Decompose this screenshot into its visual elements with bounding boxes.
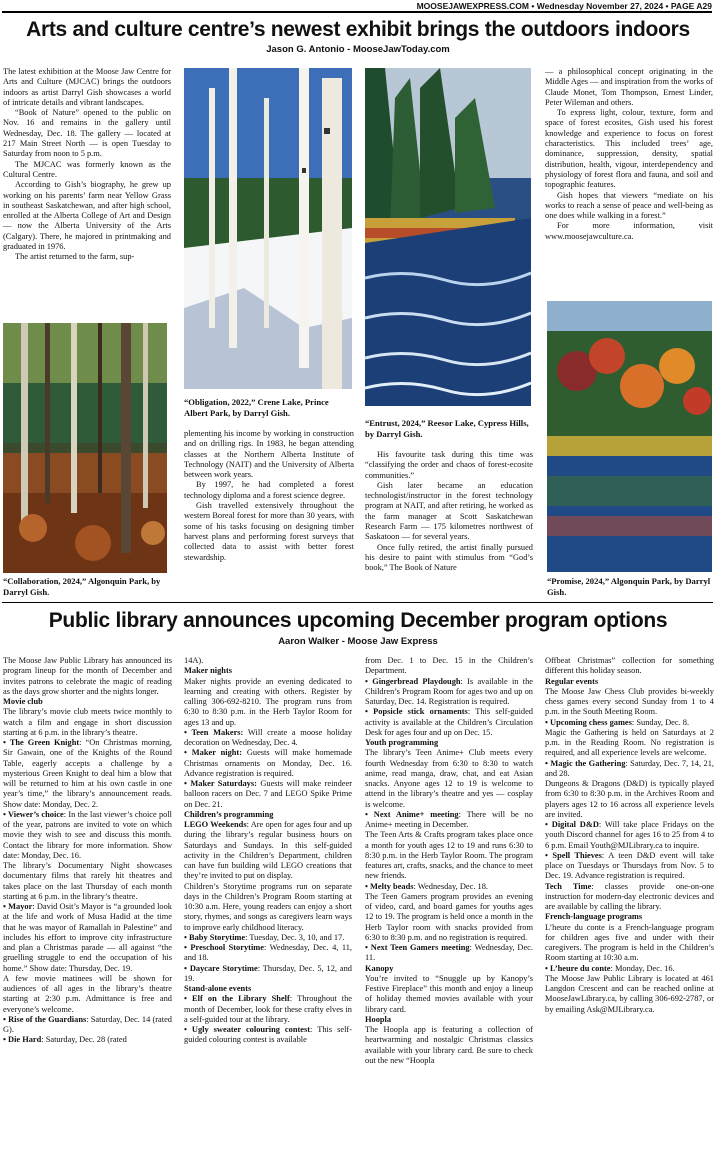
article2-item-text: : A teen D&D event will take place on Tuesdays or Thursdays from Nov. 5 to Dec. 19. Advance registration is required. [545,850,715,881]
article2-col2-para [184,748,352,779]
article2-col3-para [365,810,533,831]
article2-col2-para [184,943,352,964]
article2-col3-para [365,974,533,1015]
article2-col2-para [184,994,352,1025]
article2-col4-para [545,851,714,882]
page-header: MOOSEJAWEXPRESS.COM • Wednesday November 27, 2024 • PAGE A29 [416,1,712,11]
article2-col2-para [184,820,352,882]
article2-col3-para [365,892,533,943]
article2-col2-para [184,677,352,728]
article2-item-label: • Preschool Storytime [184,943,264,952]
article2-byline: Aaron Walker - Moose Jaw Express [278,636,438,647]
article2-item-text: : David Osit’s Mayor is “a grounded look at the life and work of Musa Hadid at the time that he was mayor of Ramallah in Palestine” and includes his effort to improve city infrastructure and plan a Christmas parade — all against “the gruelling struggle to end the occupation of his home.” Show date: Thursday, Dec. 19. [3,902,172,973]
article2-col4 [545,656,714,1015]
article2-col1-para [3,656,172,697]
article-divider [2,602,713,603]
article2-item-text: A few movie matinees will be shown for audiences of all ages in the library’s theatre starting at 2:30 p.m. Admittance is free and everyone’s welcome. [3,973,172,1014]
article2-col2-para [184,779,352,810]
article2-item-text: : Wednesday, Dec. 4, 11, and 18. [184,943,352,963]
article2-col2-para [184,933,352,943]
collaboration-caption: “Collaboration, 2024,” Algonquin Park, by Darryl Gish. [3,576,161,597]
article2-col4-para [545,974,714,1015]
article2-item-text: from Dec. 1 to Dec. 15 in the Children’s Department. [365,656,533,676]
article2-col4-para [545,656,714,677]
article2-item-text: : This self-guided activity is available at the Children’s Circulation Desk for ages four and up on Dec. 15. [365,707,533,737]
article2-item-label: • Next Anime+ meeting [365,809,459,819]
article2-item-text: Will create a moose holiday decoration on Wednesday, Dec. 4. [184,727,353,747]
article2-item-label: • Die Hard [3,1035,42,1045]
article2-item-text: : There will be no Anime+ meeting in December. [365,809,533,829]
article2-item-label: • Popsicle stick ornaments [365,707,468,717]
article2-item-text: : In the last viewer’s choice poll of the year, patrons are invited to vote on which movie they wish to see and discuss this month. Contact the library for more information. Show date: Monday, Dec. 16. [3,809,172,860]
article2-item-text: : This self-guided colouring contest is available [184,1025,352,1045]
header-rule [2,11,712,13]
article2-item-label: • Elf on the Library Shelf [184,994,290,1004]
article2-item-text: : Monday, Dec. 16. [610,963,675,973]
article2-col3-para [365,1025,533,1066]
article2-item-text: You’re invited to “Snuggle up by Kanopy’s Festive Fireplace” this month and enjoy a lineup of holiday themed movies available with your library card. [365,973,533,1014]
article2-col3-para [365,882,533,892]
article2-col4-para: French-language programs [545,912,643,922]
article2-item-text: The library’s movie club meets twice monthly to watch a film and engage in short discussion starting at 6 p.m. in the library’s theatre. [3,707,172,737]
article2-col4-para [545,687,714,718]
article2-item-text: : “On Christmas morning, Sir Gawain, one of the Knights of the Round Table, eagerly accepts a challenge by a mysterious Green Knight to deal him a blow that will be returned to him at his own castle in one year’s time,” the library’s announcement reads. Show date: Monday, Dec. 2. [3,738,172,809]
obligation-painting [184,68,352,389]
article2-col1-para [3,861,172,902]
article2-item-label: • Spell Thieves [545,850,602,860]
article2-col2-para [184,728,352,749]
article2-item-label: • The Green Knight [3,738,80,747]
article2-col3-para [365,943,533,964]
article2-item-label: LEGO Weekends [184,820,247,829]
article2-item-text: Guests will make homemade Christmas ornaments on Monday, Dec. 16. Advance registration is required. [184,748,352,778]
article2-item-text: : Saturday, Dec. 7, 14, 21, and 28. [545,758,714,778]
article2-item-text: : Saturday, Dec. 14 (rated G). [3,1014,172,1034]
article2-col4-para [545,964,714,974]
article2-item-label: • Maker night: [184,748,243,758]
article2-item-label: • Magic the Gathering [545,758,626,768]
article2-item-text: The library’s Documentary Night showcases documentary films that rarely hit theatres and takes place on the last Thursday of each month starting at 6 p.m. in the library’s theatre. [3,861,172,901]
article2-col3-para: Hoopla [365,1014,392,1024]
article2-item-text: : Tuesday, Dec. 3, 10, and 17. [245,932,345,942]
article2-item-label: • Daycare Storytime [184,963,258,973]
article2-col1-para: Movie club [3,697,43,706]
obligation-caption: “Obligation, 2022,” Crene Lake, Prince Albert Park, by Darryl Gish. [184,397,329,418]
article2-col3-para [365,707,533,738]
article2-item-text: The Teen Gamers program provides an evening of video, card, and board games for youths ages 12 to 19. The program is held once a month in the Herb Taylor room with snacks provided from 6:30 to 8:30 p.m. and no registration is required. [365,891,533,942]
article2-col2-para: Stand-alone events [184,984,252,993]
article2-item-label: • Maker Saturdays: [184,779,257,788]
article2-item-text: The Moose Jaw Chess Club provides bi-weekly chess games every second Sunday from 1 to 4 p.m. in the South Meeting Room. [545,686,714,717]
article2-col3-para: Youth programming [365,738,439,747]
article2-col1-para [3,1015,172,1036]
article2-item-text: The library’s Teen Anime+ Club meets every fourth Wednesday from 6:30 to 8:30 to watch anime, read manga, draw, chat, and eat Asian snacks. Anyone ages 12 to 19 is welcome to attend in the library’s theatre and yes — cosplay is welcome. [365,748,533,809]
article2-item-text: The Hoopla app is featuring a collection of heartwarming and nostalgic Christmas classics available with your library card. Be sure to check out the new “Hoopla [365,1025,533,1065]
article2-item-text: L’heure du conte is a French-language program for children ages five and under with their caregivers. The program is held in the Children’s Room starting at 10:30 a.m. [545,922,714,963]
article2-item-text: : classes provide one-on-one instruction for modern-day electronic devices and are available by calling the library. [545,881,714,911]
header-date: Wednesday November 27, 2024 [536,1,664,11]
promise-painting [547,301,712,572]
article2-item-text: Dungeons & Dragons (D&D) is typically played from 6:30 to 8:30 p.m. in the Archives Room and players ages 12 to 16 across all experience levels are invited. [545,779,714,819]
article2-item-text: : Wednesday, Dec. 11. [365,943,533,963]
article2-item-label: • Baby Storytime [184,932,246,942]
header-site: MOOSEJAWEXPRESS.COM [416,1,530,11]
article2-col1-para [3,974,172,1015]
article2-item-label: • Gingerbread Playdough [365,676,461,686]
article2-col4-para [545,759,714,780]
article2-item-text: The Teen Arts & Crafts program takes place once a month for youth ages 12 to 19 and runs 6:30 to 8:30 p.m. in the Herb Taylor Room. The program features art, crafts, snacks, and the chance to meet new friends. [365,830,533,881]
article2-item-text: : Will take place Fridays on the youth Discord channel for ages 16 to 25 from 4 to 6 p.m. Email Youth@MJLibrary.ca to inquire. [545,820,715,850]
article2-item-text: : Is available in the Children’s Program Room for ages two and up on Saturday, Dec. 14. Registration is required. [365,676,533,706]
article2-headline: Public library announces upcoming December program options [48,609,668,632]
article1-col2: plementing his income by working in construction and on drilling rigs. In 1983, he began attending classes at the Northern Alberta Institute of Technology (NAIT) and the University of Alberta between work years. By 1997, he had completed a forest technology diploma and a forest science degree. Gish travelled extensively throughout the western Boreal forest for more than 30 years, with some of his tasks focusing on designing timber harvest plans and performing forest surveys that collected data to assist with better forest stewardship. [184,429,354,562]
article2-col1 [3,656,172,1046]
article2-col3-para [365,677,533,708]
article2-col2-para [184,882,352,933]
article2-col4-para [545,779,714,820]
article2-item-label: • Rise of the Guardians [3,1014,87,1024]
article1-headline: Arts and culture centre’s newest exhibit brings the outdoors indoors [26,18,690,41]
article2-item-text: The Moose Jaw Public Library has announced its program lineup for the month of December and invites patrons to celebrate the magic of reading as the days grow shorter and the nights longer. [3,656,172,696]
article2-col2-para: Maker nights [184,666,233,676]
article2-col2-para [184,1025,352,1046]
article2-col4-para [545,718,714,728]
article2-col2-para: Children’s programming [184,809,274,819]
article2-item-text: 14A). [184,656,204,665]
header-page: PAGE A29 [670,1,712,11]
entrust-painting [365,68,531,406]
article2-item-label: • Teen Makers: [184,727,244,737]
article2-item-text: : Wednesday, Dec. 18. [413,881,488,891]
article2-item-label: • Upcoming chess games [545,717,632,727]
article1-col1: The latest exhibition at the Moose Jaw Centre for Arts and Culture (MJCAC) brings the outdoors indoors as artist Darryl Gish showcases a world of intricate details and vibrant landscapes. “Book of Nature” opened to the public on Nov. 16 and remains in the gallery until Wednesday, Dec. 18. The gallery — located at 217 Main Street North — is open Tuesday to Saturday from noon to 5 p.m. The MJCAC was formerly known as the Cultural Centre. According to Gish’s biography, he grew up working on his parents’ farm near Yellow Grass in southeast Saskatchewan, and after high school, enrolled at the Alberta College of Art and Design — now the Alberta University of the Arts (Calgary). There, he majored in printmaking and graduated in 1976. The artist returned to the farm, sup- [3,67,171,262]
article2-item-text: Guests will make reindeer balloon racers on Dec. 7 and LEGO Spike Prime on Dec. 21. [184,779,352,809]
article2-item-text: : Sunday, Dec. 8. [631,717,690,727]
entrust-caption: “Entrust, 2024,” Reesor Lake, Cypress Hills, by Darryl Gish. [365,418,529,439]
article2-col4-para [545,882,714,913]
article2-item-text: : Thursday, Dec. 5, 12, and 19. [184,963,352,983]
article2-item-text: : Saturday, Dec. 28 (rated [41,1035,127,1045]
article2-item-label: Tech Time [545,881,592,891]
article2-item-text: Magic the Gathering is held on Saturdays at 2 p.m. in the Reading Room. No registration is required, and all experience levels are welcome. [545,727,714,758]
article2-col1-para [3,1035,172,1045]
article2-item-label: • Ugly sweater colouring contest [184,1025,311,1034]
article2-item-text: Offbeat Christmas” collection for something different this holiday season. [545,656,714,676]
article2-col2 [184,656,352,1046]
article2-item-label: • Digital D&D [545,820,599,829]
article2-item-text: : Throughout the month of December, look for these crafty elves in a self-guided tour at the library. [184,994,352,1024]
article2-col3 [365,656,533,1066]
article2-col4-para [545,923,714,964]
article2-item-label: • Next Teen Gamers meeting [365,943,470,952]
article2-col3-para [365,748,533,810]
article2-col1-para [3,707,172,738]
article2-col4-para [545,820,714,851]
article2-col2-para [184,964,352,985]
article2-col1-para [3,738,172,810]
article2-col3-para [365,656,533,677]
article2-item-label: • L’heure du conte [545,963,611,973]
article2-col3-para [365,830,533,881]
article2-col1-para [3,902,172,974]
article1-byline: Jason G. Antonio - MooseJawToday.com [266,44,450,55]
article1-col4: — a philosophical concept originating in the Middle Ages — and inspiration from the works of Claude Monet, Tom Thompson, Ernest Linder, Peter Wileman and others. To express light, colour, texture, form and space of forest ecosites, Gish used his forest knowledge and experience to focus on forest characteristics. This included trees’ age, dominance, suppression, density, spatial distribution, health, vigour, interdependency and physiology of forest flora and fauna, and soil and topographic features. Gish hopes that viewers “mediate on his works to reach a sense of peace and well-being as one does while walking in a forest.” For more information, visit www.moosejawculture.ca. [545,67,713,241]
article2-col3-para: Kanopy [365,963,394,973]
article2-item-label: • Viewer’s choice [3,809,64,819]
article2-item-text: Children’s Storytime programs run on separate days in the Children’s Program Room starting at 10:30 a.m. Here, young readers can enjoy a short story, rhymes, and songs as caregivers learn ways to improve early childhood literacy. [184,881,352,932]
article2-col4-para: Regular events [545,676,599,686]
article2-col1-para [3,810,172,861]
article2-item-text: The Moose Jaw Public Library is located at 461 Langdon Crescent and can be reached online at MooseJawLibrary.ca, by calling 306-692-2787, or by emailing Ask@MJLibrary.ca. [545,973,714,1014]
article2-item-text: Maker nights provide an evening dedicated to learning and creating with others. Register by calling 306-692-8210. The program runs from 6:30 to 8:30 p.m. in the Herb Taylor Room for ages 13 and up. [184,676,352,727]
article2-item-text: : Are open for ages four and up during the library’s regular business hours on Saturdays and Sundays. In this self-guided activity in the Children’s Department, children can have fun building wild LEGO creations that they’re invited to put on display. [184,820,352,881]
article2-item-label: • Melty beads [365,881,414,891]
article1-col3: His favourite task during this time was “classifying the order and chaos of forest-ecosite communities.” Gish later became an education technologist/instructor in the forest technology program at NAIT, and after retiring, he worked as the farm manager at Scott Saskatchewan Research Farm — 175 kilometres northwest of Saskatoon — for several years. Once fully retired, the artist finally pursued his desire to paint with stimulus from “God’s book,” The Book of Nature [365,450,533,573]
article2-col4-para [545,728,714,759]
article2-item-label: • Mayor [3,902,33,911]
promise-caption: “Promise, 2024,” Algonquin Park, by Darryl Gish. [547,576,711,597]
collaboration-painting [3,323,167,573]
article2-col2-para [184,656,352,666]
